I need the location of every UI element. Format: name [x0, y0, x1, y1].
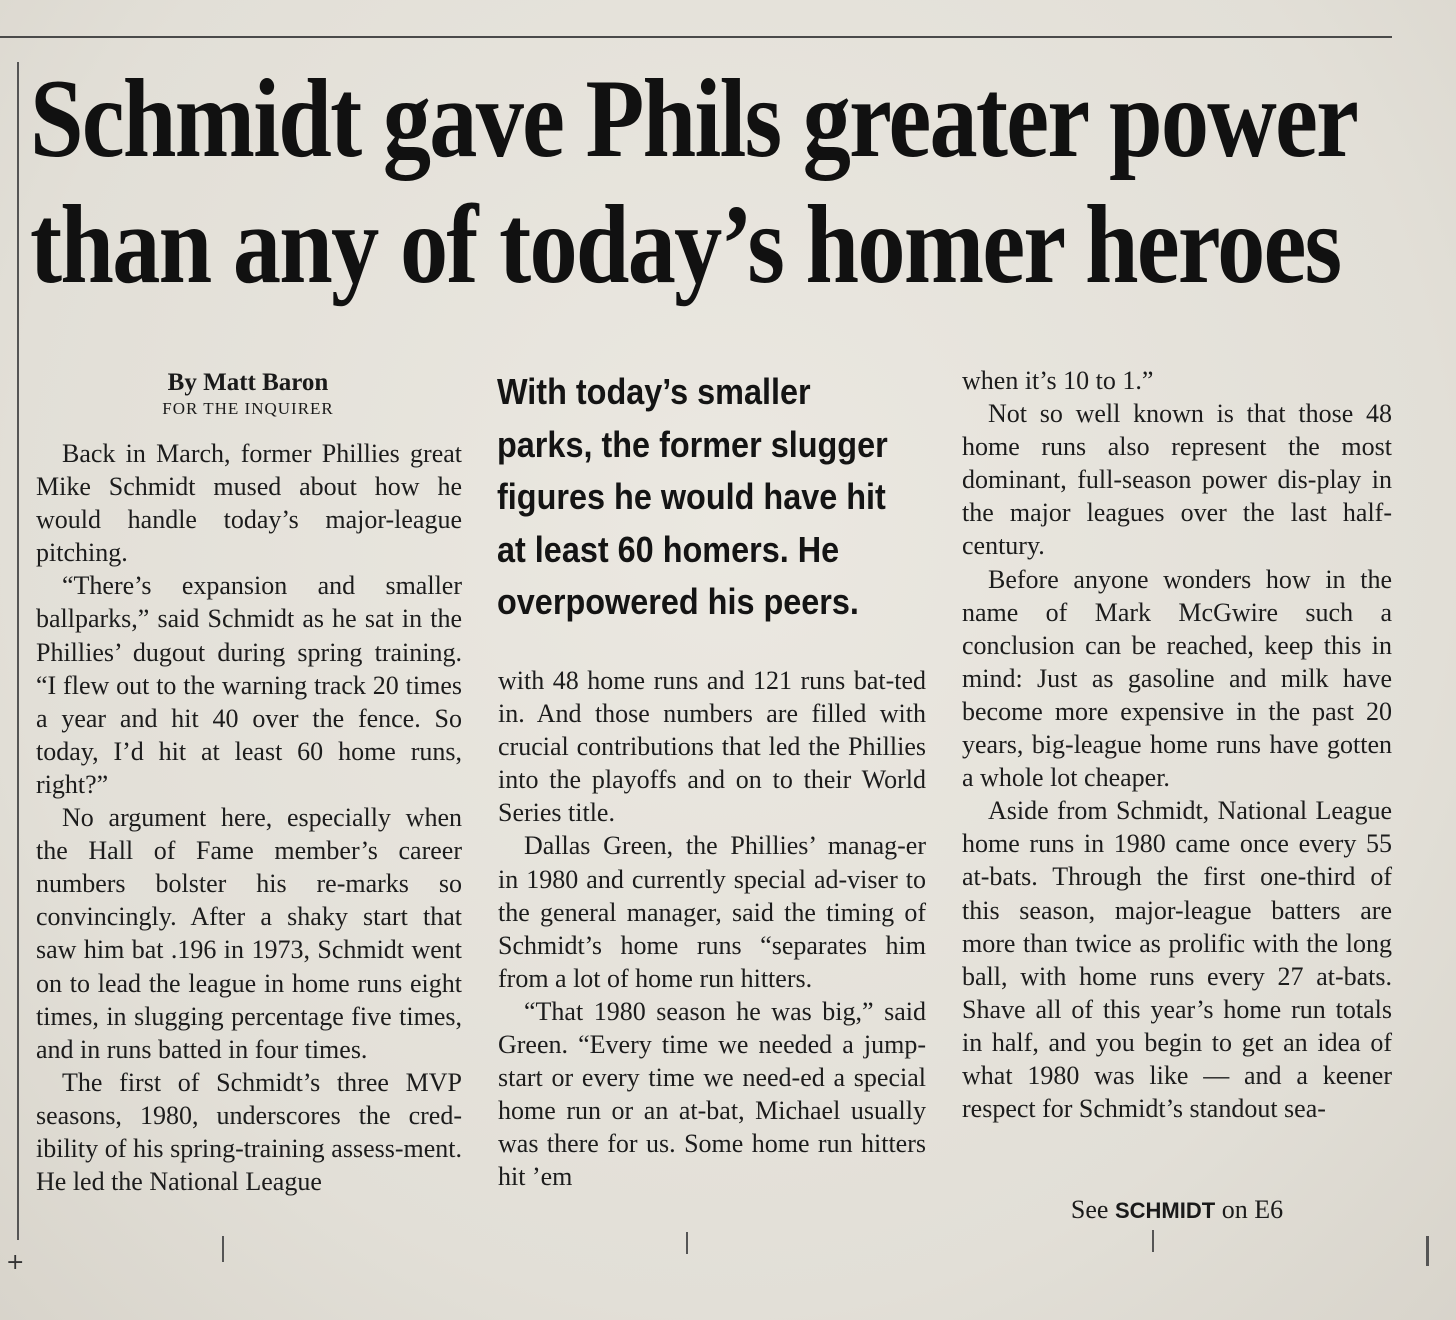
article-column-2	[498, 664, 926, 1194]
paragraph: when it’s 10 to 1.”	[962, 366, 1154, 395]
jump-prefix: See	[1070, 1195, 1109, 1224]
paragraph: “There’s expansion and smaller ballparks,” said Schmidt as he sat in the Phillies’ dugout during spring training. “I flew out to the warning track 20 times a year and hit 40 over the fence. So today, I’d hit at least 60 home runs, right?”	[36, 571, 462, 799]
column-gutter-mark	[1152, 1230, 1154, 1252]
jump-keyword: SCHMIDT	[1114, 1198, 1216, 1223]
column-gutter-mark	[222, 1236, 224, 1262]
top-rule	[0, 36, 1392, 38]
article-column-1	[36, 437, 462, 1198]
edge-mark	[1426, 1236, 1429, 1266]
article-column-3	[962, 364, 1392, 1125]
pull-quote: With today’s smaller parks, the former slugger figures he would have hit at least 60 homers. He overpowered his peers.	[497, 371, 888, 622]
paragraph: Not so well known is that those 48 home runs also represent the most dominant, full-season power dis-play in the major leagues over the last half-century.	[962, 399, 1392, 561]
headline-line-1: Schmidt gave Phils greater power	[30, 57, 1358, 181]
column-gutter-mark	[686, 1232, 688, 1254]
paragraph: with 48 home runs and 121 runs bat-ted in. And those numbers are filled with crucial contributions that led the Phillies into the playoffs and on to their World Series title.	[498, 666, 926, 828]
left-column-rule	[17, 62, 19, 1240]
paragraph: “That 1980 season he was big,” said Green. “Every time we needed a jump-start or every time we need-ed a special home run or an at-bat, Michael usually was there for us. Some home run hitters hit ’em	[498, 996, 926, 1192]
continuation-jump	[962, 1193, 1392, 1227]
jump-suffix: on E6	[1221, 1195, 1284, 1224]
paragraph: Aside from Schmidt, National League home runs in 1980 came once every 55 at-bats. Through the first one-third of this season, major-league batters are more than twice as prolific with the long ball, with home runs every 27 at-bats. Shave all of this year’s home run totals in half, and you begin to get an idea of what 1980 was like — and a keener respect for Schmidt’s standout sea-	[962, 796, 1392, 1124]
paragraph: The first of Schmidt’s three MVP seasons, 1980, underscores the cred-ibility of his spring-training assess-ment. He led the National League	[36, 1067, 462, 1197]
paragraph: No argument here, especially when the Hall of Fame member’s career numbers bolster his re-marks so convincingly. After a shaky start that saw him bat .196 in 1973, Schmidt went on to lead the league in home runs eight times, in slugging percentage five times, and in runs batted in four times.	[36, 803, 462, 1064]
byline-author: By Matt Baron	[167, 369, 329, 396]
registration-mark: +	[6, 1250, 25, 1275]
byline	[36, 368, 460, 420]
paragraph: Back in March, former Phillies great Mike Schmidt mused about how he would handle today’s major-league pitching.	[36, 439, 462, 568]
paragraph: Before anyone wonders how in the name of Mark McGwire such a conclusion can be reached, keep this in mind: Just as gasoline and milk have become more expensive in the past 20 years, big-league home runs have gotten a whole lot cheaper.	[962, 564, 1392, 793]
paragraph: Dallas Green, the Phillies’ manag-er in 1980 and currently special ad-viser to the general manager, said the timing of Schmidt’s home runs “separates him from a lot of home run hitters.	[498, 831, 926, 993]
headline	[30, 56, 1358, 308]
byline-affiliation: FOR THE INQUIRER	[162, 399, 334, 418]
headline-line-2: than any of today’s homer heroes	[30, 183, 1341, 307]
